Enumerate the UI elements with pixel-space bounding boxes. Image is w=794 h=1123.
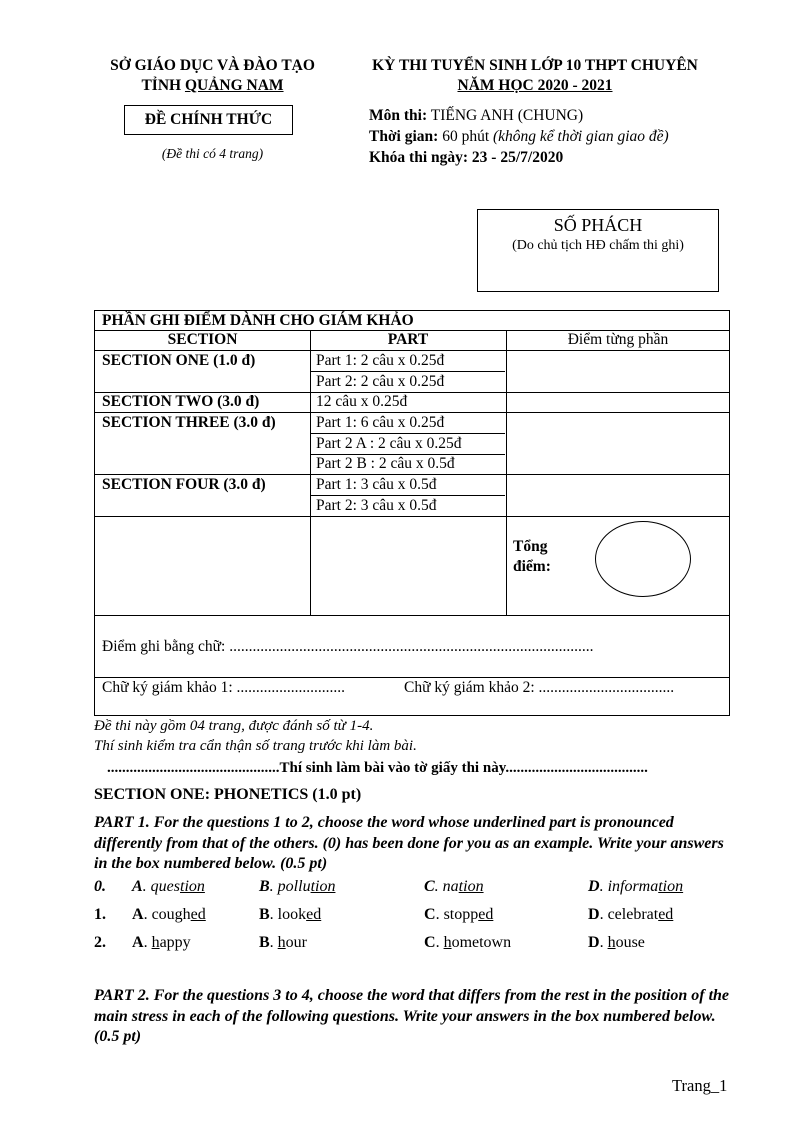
official-label: ĐỀ CHÍNH THỨC (144, 111, 273, 128)
total-label-line1: Tổng (513, 538, 548, 555)
department-header (90, 56, 335, 96)
question-number: 0. (94, 878, 106, 895)
exam-info (369, 105, 759, 168)
time-label: Thời gian: (369, 128, 439, 145)
option-a: A. coughed (132, 906, 206, 923)
option-d: D. house (588, 934, 645, 951)
option-c: C. stopped (424, 906, 494, 923)
time-line (369, 126, 759, 147)
page-number: Trang_1 (672, 1076, 728, 1095)
time-note: (không kể thời gian giao đề) (493, 128, 669, 145)
instruction-line (107, 760, 648, 777)
question-number: 2. (94, 934, 106, 951)
section-three-part2a: Part 2 A : 2 câu x 0.25đ (316, 435, 462, 452)
option-b: B. looked (259, 906, 322, 923)
candidate-code-subtitle: (Do chủ tịch HĐ chấm thi ghi) (512, 238, 684, 253)
department-line1: SỞ GIÁO DỤC VÀ ĐÀO TẠO (110, 57, 315, 74)
table-line (310, 330, 311, 615)
option-a: A. question (132, 878, 205, 895)
part1-instructions: PART 1. For the questions 1 to 2, choose the word whose underlined part is pronounced differently from that of the others. (0) has been done for you as an example. Write your answers in the box numbered below. (0.5 pt) (94, 814, 724, 872)
subject-label: Môn thi: (369, 107, 428, 124)
section-one-part1: Part 1: 2 câu x 0.25đ (316, 352, 445, 369)
option-d: D. information (588, 878, 684, 895)
question-row (94, 906, 734, 930)
exam-title-line2: NĂM HỌC 2020 - 2021 (457, 77, 613, 94)
dots-right: ...................................... (505, 760, 648, 776)
total-score-oval (595, 521, 691, 597)
subject-line (369, 105, 759, 126)
section-three-part1: Part 1: 6 câu x 0.25đ (316, 414, 445, 431)
question-row (94, 878, 734, 902)
department-line2 (90, 76, 335, 96)
total-label-line2: điểm: (513, 558, 551, 575)
note-line1: Đề thi này gồm 04 trang, được đánh số từ 1-4. (94, 718, 374, 734)
exam-title-line1: KỲ THI TUYỂN SINH LỚP 10 THPT CHUYÊN (372, 57, 698, 74)
subject-value: TIẾNG ANH (CHUNG) (430, 107, 584, 124)
exam-date: Khóa thi ngày: 23 - 25/7/2020 (369, 149, 564, 166)
question-row (94, 934, 734, 958)
exam-title-block (345, 56, 725, 96)
col-score-header: Điểm từng phần (567, 331, 669, 348)
option-b: B. hour (259, 934, 307, 951)
option-c: C. hometown (424, 934, 512, 951)
table-line (506, 330, 507, 615)
table-line (95, 615, 729, 616)
table-line (95, 516, 729, 517)
time-value: 60 phút (442, 128, 490, 145)
col-part-header: PART (387, 331, 429, 348)
pages-note: (Đề thi có 4 trang) (161, 146, 264, 161)
option-b: B. pollution (259, 878, 336, 895)
score-table (94, 310, 730, 716)
official-exam-box (124, 105, 293, 135)
section-two-label: SECTION TWO (3.0 đ) (102, 393, 260, 410)
province-prefix: TỈNH (141, 77, 185, 94)
section-four-part2: Part 2: 3 câu x 0.5đ (316, 497, 437, 514)
examiner1-signature: Chữ ký giám khảo 1: ............................ (102, 679, 346, 696)
candidate-code-title: SỐ PHÁCH (553, 215, 643, 235)
option-a: A. happy (132, 934, 191, 951)
question-number: 1. (94, 906, 106, 923)
dots-left: .............................................. (107, 760, 280, 776)
section-one-title: SECTION ONE: PHONETICS (1.0 pt) (94, 786, 362, 803)
section-four-label: SECTION FOUR (3.0 đ) (102, 476, 266, 493)
option-c: C. nation (424, 878, 484, 895)
section-three-part2b: Part 2 B : 2 câu x 0.5đ (316, 455, 455, 472)
part2-instructions: PART 2. For the questions 3 to 4, choose the word that differs from the rest in the position of the main stress in each of the following questions. Write your answers in the box numbered below. (0.5 pt) (94, 987, 730, 1045)
section-two-part: 12 câu x 0.25đ (316, 393, 408, 410)
section-one-label: SECTION ONE (1.0 đ) (102, 352, 256, 369)
score-in-words: Điểm ghi bằng chữ: .............................................................................................. (102, 638, 594, 655)
examiner2-signature: Chữ ký giám khảo 2: ................................... (404, 679, 675, 696)
section-four-part1: Part 1: 3 câu x 0.5đ (316, 476, 437, 493)
instruction-text: Thí sinh làm bài vào tờ giấy thi này (279, 760, 506, 776)
province-name: QUẢNG NAM (184, 77, 284, 94)
candidate-code-box (477, 209, 719, 292)
option-d: D. celebrated (588, 906, 674, 923)
section-three-label: SECTION THREE (3.0 đ) (102, 414, 276, 431)
score-table-header: PHẦN GHI ĐIỂM DÀNH CHO GIÁM KHẢO (102, 312, 414, 329)
col-section-header: SECTION (167, 331, 238, 348)
note-line2: Thí sinh kiểm tra cẩn thận số trang trước khi làm bài. (94, 738, 417, 754)
section-one-part2: Part 2: 2 câu x 0.25đ (316, 373, 445, 390)
